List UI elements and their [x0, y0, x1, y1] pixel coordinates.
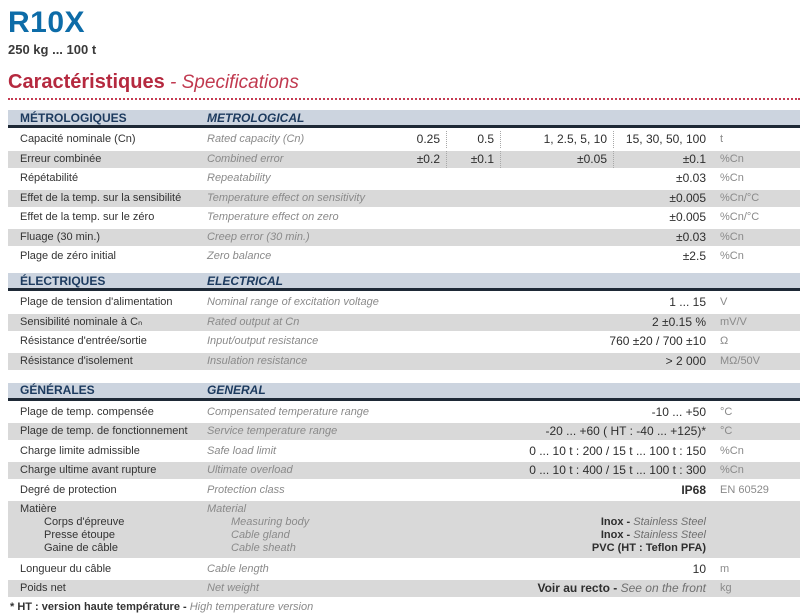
specifications-table — [8, 110, 800, 597]
table-row — [8, 294, 800, 311]
capacity-col-1: 0.25 — [416, 132, 440, 146]
spec-label-fr: Degré de protection — [20, 483, 117, 496]
material-line — [8, 516, 800, 529]
spec-value: ±0.03 — [676, 229, 706, 244]
spec-label-en: Protection class — [207, 483, 285, 496]
spec-label-en: Zero balance — [207, 250, 272, 262]
spec-label-en: Cable length — [207, 562, 269, 575]
spec-label-en: Insulation resistance — [207, 354, 308, 367]
spec-label-fr: Plage de temp. de fonctionnement — [20, 425, 188, 437]
table-row — [8, 229, 800, 246]
heading-english: - Specifications — [164, 72, 299, 93]
spec-label-fr: Effet de la temp. sur le zéro — [20, 211, 155, 223]
spec-label-fr: Poids net — [20, 582, 66, 594]
spec-value: 2 ±0.15 % — [652, 314, 706, 329]
table-row — [8, 170, 800, 187]
spec-label-fr: Presse étoupe — [44, 529, 115, 541]
spec-unit: %Cn — [720, 444, 744, 457]
spec-label-en: Temperature effect on sensitivity — [207, 191, 365, 204]
spec-label-en: Creep error (30 min.) — [207, 230, 310, 243]
spec-unit: EN 60529 — [720, 483, 769, 496]
spec-unit: MΩ/50V — [720, 354, 761, 367]
spec-value: ±0.005 — [669, 210, 706, 224]
material-line — [8, 503, 800, 516]
capacity-col-4: 15, 30, 50, 100 — [613, 131, 712, 148]
material-line — [8, 542, 800, 555]
spec-label-en: Rated capacity (Cn) — [207, 133, 305, 145]
spec-label-en: Material — [207, 503, 247, 515]
spec-label-en: Cable gland — [231, 529, 290, 541]
footnote-french: * HT : version haute température - — [10, 601, 190, 613]
table-row — [8, 580, 800, 597]
section-metrological — [8, 110, 800, 265]
spec-unit: %Cn — [720, 464, 744, 476]
spec-label-en: Ultimate overload — [207, 464, 293, 476]
table-row — [8, 248, 800, 265]
capacity-values — [403, 131, 712, 148]
spec-unit: %Cn/°C — [720, 211, 760, 223]
error-col-3: ±0.05 — [500, 151, 613, 168]
spec-label-en: Net weight — [207, 582, 259, 594]
table-row — [8, 209, 800, 226]
net-weight-value-fr: Voir au recto - — [537, 581, 621, 595]
spec-label-fr: Charge limite admissible — [20, 444, 140, 457]
spec-label-fr: Résistance d'isolement — [20, 354, 133, 367]
spec-value: 10 — [692, 561, 706, 576]
error-col-4: ±0.1 — [613, 151, 712, 168]
spec-unit: %Cn — [720, 230, 744, 243]
spec-label-fr: Résistance d'entrée/sortie — [20, 335, 147, 347]
material-line — [8, 529, 800, 542]
spec-value: ±0.03 — [676, 171, 706, 185]
spec-label-en: Service temperature range — [207, 425, 338, 437]
spec-unit: %Cn — [720, 172, 744, 184]
error-col-2: ±0.1 — [446, 151, 500, 168]
heading-french: Caractéristiques — [8, 71, 165, 93]
spec-label-en: Repeatability — [207, 172, 271, 184]
spec-unit: t — [720, 133, 724, 145]
section-header — [8, 110, 800, 128]
spec-label-fr: Charge ultime avant rupture — [20, 464, 157, 476]
table-row — [8, 462, 800, 479]
section-title-fr: ÉLECTRIQUES — [20, 273, 106, 288]
spec-label-en: Safe load limit — [207, 444, 277, 457]
section-title-fr: GÉNÉRALES — [20, 383, 95, 397]
material-value-en: Stainless Steel — [633, 529, 706, 541]
spec-label-fr: Répétabilité — [20, 172, 79, 184]
spec-value: -20 ... +60 ( HT : -40 ... +125)* — [545, 424, 706, 438]
capacity-col-2: 0.5 — [446, 131, 500, 148]
section-title-fr: MÉTROLOGIQUES — [20, 110, 127, 125]
product-capacity-range: 250 kg ... 100 t — [8, 42, 97, 57]
spec-label-en: Compensated temperature range — [207, 405, 370, 418]
spec-unit: mV/V — [720, 315, 747, 328]
spec-label-fr: Effet de la temp. sur la sensibilité — [20, 191, 182, 204]
section-general — [8, 383, 800, 598]
spec-unit: V — [720, 296, 728, 308]
spec-unit: kg — [720, 582, 732, 594]
spec-value: ±2.5 — [682, 249, 706, 263]
spec-label-en: Rated output at Cn — [207, 315, 300, 328]
spec-value: 0 ... 10 t : 200 / 15 t ... 100 t : 150 — [529, 443, 706, 458]
table-row — [8, 423, 800, 440]
spec-unit: °C — [720, 425, 733, 437]
spec-label-fr: Fluage (30 min.) — [20, 230, 101, 243]
section-electrical — [8, 273, 800, 370]
error-col-1: ±0.2 — [416, 151, 440, 166]
spec-unit: %Cn — [720, 250, 744, 262]
spec-label-fr: Erreur combinée — [20, 152, 102, 165]
spec-value: -10 ... +50 — [651, 404, 706, 419]
capacity-col-3: 1, 2.5, 5, 10 — [500, 131, 613, 148]
spec-label-fr: Plage de temp. compensée — [20, 405, 154, 418]
spec-unit: %Cn/°C — [720, 191, 760, 204]
material-value-main: Inox - — [600, 516, 634, 528]
error-values — [403, 151, 712, 168]
product-title: R10X — [8, 6, 86, 39]
table-row — [8, 190, 800, 207]
spec-label-en: Temperature effect on zero — [207, 211, 339, 223]
table-row — [8, 151, 800, 168]
spec-unit: °C — [720, 405, 733, 418]
spec-value: ±0.005 — [669, 190, 706, 205]
spec-value: 1 ... 15 — [669, 295, 706, 309]
spec-label-fr: Plage de zéro initial — [20, 250, 117, 262]
spec-value: > 2 000 — [665, 353, 706, 368]
spec-unit: m — [720, 562, 730, 575]
table-row — [8, 561, 800, 578]
spec-value — [403, 516, 712, 529]
spec-unit: %Cn — [720, 152, 744, 165]
spec-label-fr: Capacité nominale (Cn) — [20, 133, 136, 145]
spec-value: 760 ±20 / 700 ±10 — [609, 334, 706, 348]
table-row — [8, 131, 800, 148]
section-header — [8, 273, 800, 291]
footnote — [8, 601, 800, 613]
spec-label-fr: Corps d'épreuve — [44, 516, 125, 528]
spec-value — [403, 529, 712, 542]
spec-label-fr: Plage de tension d'alimentation — [20, 296, 173, 308]
spec-label-fr: Sensibilité nominale à Cₙ — [20, 315, 143, 328]
spec-label-en: Input/output resistance — [207, 335, 319, 347]
spec-value — [403, 542, 712, 555]
section-title-en: METROLOGICAL — [207, 110, 305, 125]
material-value-main: PVC (HT : Teflon PFA) — [591, 542, 706, 554]
spec-label-en: Nominal range of excitation voltage — [207, 296, 379, 308]
table-row — [8, 443, 800, 460]
spec-value — [403, 580, 712, 597]
spec-label-en: Combined error — [207, 152, 284, 165]
spec-label-en: Measuring body — [231, 516, 310, 528]
net-weight-value-en: See on the front — [620, 581, 706, 595]
spec-unit: Ω — [720, 335, 729, 347]
material-value-en: Stainless Steel — [633, 516, 706, 528]
footnote-english: High temperature version — [189, 601, 314, 613]
table-row — [8, 404, 800, 421]
section-title-en: GENERAL — [207, 383, 266, 397]
spec-value: 0 ... 10 t : 400 / 15 t ... 100 t : 300 — [529, 463, 706, 477]
material-value-main: Inox - — [600, 529, 634, 541]
section-heading — [8, 71, 800, 100]
spec-label-fr: Longueur du câble — [20, 562, 112, 575]
table-row — [8, 482, 800, 499]
section-title-en: ELECTRICAL — [207, 273, 283, 288]
spec-label-en: Cable sheath — [231, 542, 296, 554]
table-row — [8, 314, 800, 331]
spec-label-fr: Matière — [20, 503, 57, 515]
spec-label-fr: Gaine de câble — [44, 542, 118, 554]
section-header — [8, 383, 800, 401]
table-row — [8, 353, 800, 370]
spec-value: IP68 — [681, 482, 706, 497]
table-row — [8, 333, 800, 350]
material-group — [8, 501, 800, 558]
